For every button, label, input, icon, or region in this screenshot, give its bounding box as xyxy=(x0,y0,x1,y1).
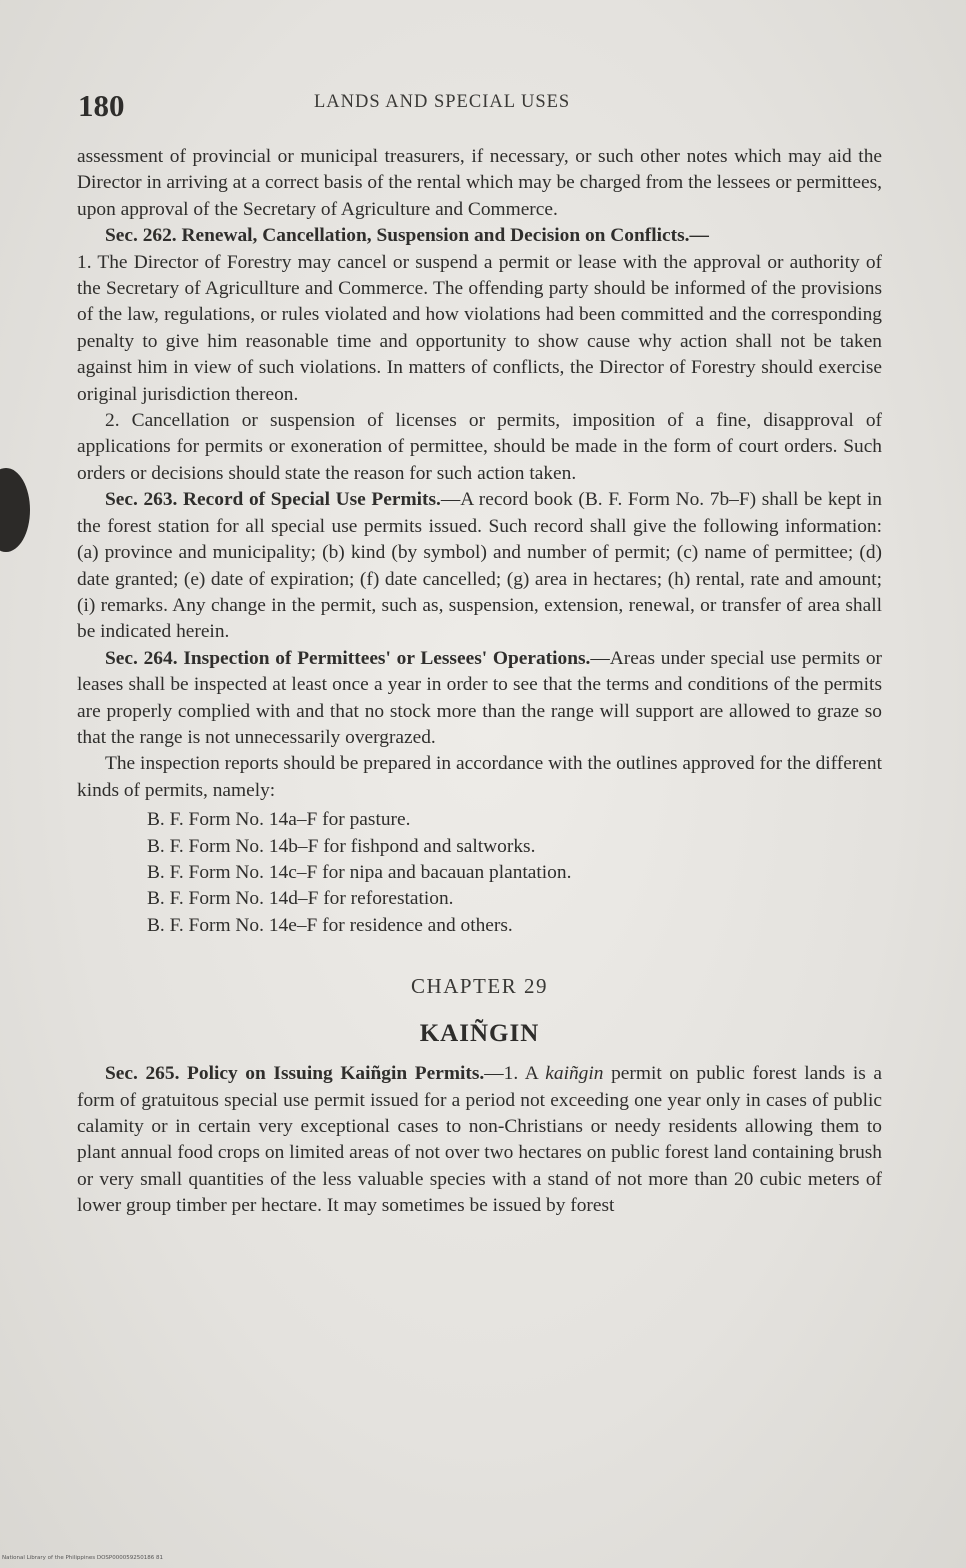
section-264 xyxy=(77,646,882,752)
running-head: LANDS AND SPECIAL USES xyxy=(314,92,571,112)
section-263 xyxy=(77,487,882,645)
section-262-para-1: 1. The Director of Forestry may cancel or suspend a permit or lease with the approval or authority of the Secretary of Agricullture and Commerce. The offending party should be informed of the provisions of the law, regulations, or rules violated and how violations had been committed and the corresponding penalty to give him reasonable time and opportunity to show cause why action shall not be taken against him in view of such violations. In matters of conflicts, the Director of Forestry should exercise original jurisdiction thereon. xyxy=(77,251,882,405)
section-264-title: Sec. 264. Inspection of Permittees' or Lessees' Operations. xyxy=(105,647,591,669)
section-265-text-b: permit on public forest lands is a form of gratuitous special use permit issued for a period not exceeding one year only in cases of public calamity or in certain very exceptional cases to non-Christians or needy residents allowing them to plant annual food crops on limited areas of not over two hectares on public forest land containing brush or very small quantities of the less valuable species with a stand of not more than 20 cubic meters of lower group timber per hectare. It may sometimes be issued by forest xyxy=(77,1063,882,1217)
section-264-text: —Areas under special use permits or leases shall be inspected at least once a year in order to see that the terms and conditions of the permits are properly complied with and that no stock more than the range will support are allowed to graze so that the range is not unnecessarily overgrazed. xyxy=(77,647,882,748)
section-265-title: Sec. 265. Policy on Issuing Kaiñgin Permits. xyxy=(105,1063,485,1085)
form-list xyxy=(147,807,882,939)
section-262-title: Sec. 262. Renewal, Cancellation, Suspension and Decision on Conflicts.— xyxy=(105,225,709,247)
form-list-item: B. F. Form No. 14d–F for reforestation. xyxy=(147,888,454,910)
chapter-title: KAIÑGIN xyxy=(419,1020,540,1048)
form-list-item: B. F. Form No. 14c–F for nipa and bacauan plantation. xyxy=(147,861,572,883)
form-list-item: B. F. Form No. 14b–F for fishpond and saltworks. xyxy=(147,835,536,857)
section-263-text: —A record book (B. F. Form No. 7b–F) shall be kept in the forest station for all special use permits issued. Such record shall give the following information: (a) province and municipality; (b) kind (by symbol) and number of permit; (c) name of permittee; (d) date granted; (e) date of expiration; (f) date cancelled; (g) area in hectares; (h) rental, rate and amount; (i) remarks. Any change in the permit, such as, suspension, extension, renewal, or transfer of area shall be indicated herein. xyxy=(77,489,882,643)
form-list-item: B. F. Form No. 14a–F for pasture. xyxy=(147,809,411,831)
page-header xyxy=(78,86,884,130)
section-263-title: Sec. 263. Record of Special Use Permits. xyxy=(105,489,441,511)
binding-blot xyxy=(0,468,30,552)
page-body xyxy=(77,144,882,1220)
page-number: 180 xyxy=(78,88,125,123)
section-264-para-2: The inspection reports should be prepared in accordance with the outlines approved for the different kinds of permits, namely: xyxy=(77,753,882,801)
form-list-item: B. F. Form No. 14e–F for residence and others. xyxy=(147,914,513,936)
section-262-para-2: 2. Cancellation or suspension of licenses or permits, imposition of a fine, disapproval of applications for permits or exoneration of permittee, should be made in the form of court orders. Such orders or decisions should state the reason for such action taken. xyxy=(77,410,882,484)
section-265 xyxy=(77,1061,882,1219)
section-262-heading xyxy=(77,223,882,249)
section-265-term: kaiñgin xyxy=(545,1063,604,1085)
section-265-text-a: —1. A xyxy=(484,1063,546,1085)
scan-footer: National Library of the Philippines DOSP000059250186 81 xyxy=(2,1555,163,1561)
continued-paragraph: assessment of provincial or municipal treasurers, if necessary, or such other notes which may aid the Director in arriving at a correct basis of the rental which may be charged from the lessees or permittees, upon approval of the Secretary of Agriculture and Commerce. xyxy=(77,146,882,220)
chapter-label: CHAPTER 29 xyxy=(411,974,548,999)
